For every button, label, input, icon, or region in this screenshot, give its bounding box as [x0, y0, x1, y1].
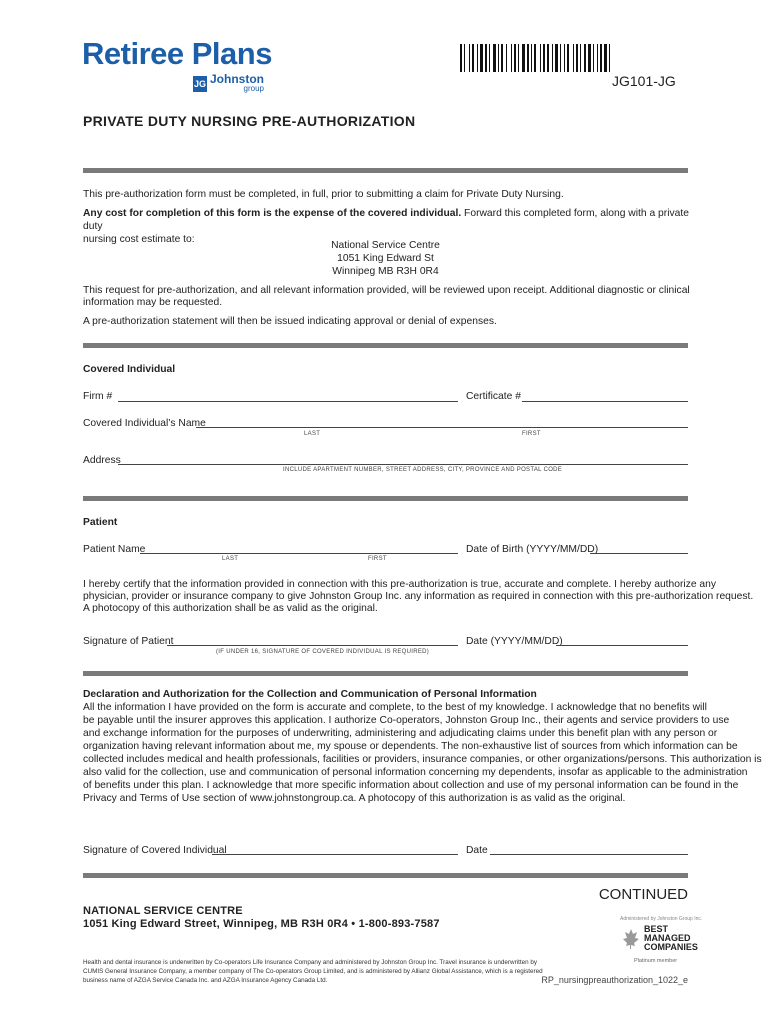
covered-signature-field[interactable]: [212, 854, 458, 855]
first-name-hint: FIRST: [522, 431, 541, 437]
certificate-label: Certificate #: [466, 391, 521, 402]
address-field[interactable]: [118, 464, 688, 465]
address-hint: INCLUDE APARTMENT NUMBER, STREET ADDRESS, CITY, PROVINCE AND POSTAL CODE: [283, 467, 563, 473]
barcode-number: JG101-JG: [612, 73, 676, 89]
statement-notice: A pre-authorization statement will then be issued indicating approval or denial of expenses.: [83, 316, 497, 327]
firm-label: Firm #: [83, 391, 113, 402]
covered-date-label: Date: [466, 845, 488, 856]
declaration-line: be payable until the insurer approves this application. I authorize Co-operators, Johnston Group Inc., their agents and service providers to use: [83, 715, 730, 726]
johnston-group-logo: [193, 72, 264, 93]
review-notice: This request for pre-authorization, and all relevant information provided, will be reviewed upon receipt. Additional diagnostic or clinical: [83, 285, 690, 296]
section-divider: [83, 343, 688, 348]
covered-name-label: Covered Individual’s Name: [83, 418, 206, 429]
patient-name-field[interactable]: [140, 553, 458, 554]
certify-text: I hereby certify that the information provided in connection with this pre-authorization is true, accurate and complete. I hereby authorize any: [83, 579, 717, 590]
mailing-address-line: 1051 King Edward St: [337, 253, 434, 264]
intro-cost-rest: Forward this completed form, along with a private duty: [83, 208, 689, 232]
certify-text: physician, provider or insurance company to give Johnston Group Inc. any information as required in connection with this pre-authorization request.: [83, 591, 754, 602]
jg-logo-icon: JG: [193, 76, 207, 92]
patient-date-field[interactable]: [556, 645, 688, 646]
mailing-address-line: Winnipeg MB R3H 0R4: [332, 266, 439, 277]
declaration-line: and exchange information for the purposes of underwriting, administering and adjudicating claims under this benefit plan with any person or: [83, 728, 718, 739]
section-divider: [83, 671, 688, 676]
covered-signature-label: Signature of Covered Individual: [83, 845, 227, 856]
fine-print: Health and dental insurance is underwritten by Co-operators Life Insurance Company and administered by Johnston Group Inc. Travel insurance is underwritten by: [83, 959, 537, 966]
signature-hint: (IF UNDER 16, SIGNATURE OF COVERED INDIVIDUAL IS REQUIRED): [216, 649, 430, 655]
patient-signature-label: Signature of Patient: [83, 636, 174, 647]
patient-signature-field[interactable]: [167, 645, 458, 646]
section-divider: [83, 873, 688, 878]
continued-label: CONTINUED: [598, 886, 688, 903]
mailing-address-line: National Service Centre: [331, 240, 440, 251]
retiree-plans-logo: Retiree Plans: [82, 36, 272, 71]
patient-date-label: Date (YYYY/MM/DD): [466, 636, 563, 647]
best-managed-admin-text: Administered by Johnston Group Inc.: [620, 916, 703, 922]
best-managed-logo: [622, 925, 698, 952]
centre-address: 1051 King Edward Street, Winnipeg, MB R3H 0R4 • 1-800-893-7587: [83, 918, 440, 930]
best-managed-line: COMPANIES: [644, 942, 698, 952]
declaration-line: organization having relevant information about me, my spouse or dependents. The non-exhaustive list of sources from which information can be: [83, 741, 738, 752]
covered-individual-heading: Covered Individual: [83, 364, 176, 375]
declaration-line: Privacy and Terms of Use section of www.johnstongroup.ca. A photocopy of this authorization is as valid as the original.: [83, 793, 626, 804]
form-title: PRIVATE DUTY NURSING PRE-AUTHORIZATION: [83, 113, 416, 129]
declaration-line: All the information I have provided on the form is accurate and complete, to the best of my knowledge. I acknowledge that no benefits will: [83, 702, 707, 713]
section-divider: [83, 496, 688, 501]
centre-title: NATIONAL SERVICE CENTRE: [83, 905, 243, 917]
firm-field[interactable]: [118, 401, 458, 402]
intro-cost-bold: Any cost for completion of this form is the expense of the covered individual.: [83, 208, 462, 219]
johnston-logo-name: Johnston: [210, 72, 264, 86]
last-name-hint: LAST: [304, 431, 321, 437]
first-name-hint: FIRST: [368, 556, 387, 562]
address-label: Address: [83, 455, 121, 466]
declaration-line: collected includes medical and health professionals, facilities or providers, insurance companies, or other organizations/persons. This authorization is: [83, 754, 762, 765]
barcode-icon: [460, 44, 690, 72]
fine-print: CUMIS General Insurance Company, a member company of The Co-operators Group Limited, and is administered by Allianz Global Assistance, which is a registered: [83, 968, 543, 975]
intro-line: This pre-authorization form must be completed, in full, prior to submitting a claim for Private Duty Nursing.: [83, 189, 564, 200]
certify-text: A photocopy of this authorization shall be as valid as the original.: [83, 603, 378, 614]
johnston-logo-group: group: [243, 84, 264, 93]
best-managed-line: BEST: [644, 924, 669, 934]
declaration-line: of benefits under this plan. I acknowledge that more specific information about collection and use of my personal information can be found in the: [83, 780, 739, 791]
review-notice-2: information may be requested.: [83, 297, 223, 308]
covered-date-field[interactable]: [490, 854, 688, 855]
platinum-member-text: Platinum member: [634, 958, 678, 964]
patient-name-label: Patient Name: [83, 544, 146, 555]
declaration-heading: Declaration and Authorization for the Collection and Communication of Personal Information: [83, 689, 537, 700]
intro-cost-rest-2: nursing cost estimate to:: [83, 234, 195, 245]
section-divider: [83, 168, 688, 173]
maple-leaf-icon: [622, 928, 640, 950]
certificate-field[interactable]: [522, 401, 688, 402]
best-managed-line: MANAGED: [644, 933, 691, 943]
document-code: RP_nursingpreauthorization_1022_e: [541, 975, 688, 985]
dob-label: Date of Birth (YYYY/MM/DD): [466, 544, 599, 555]
dob-field[interactable]: [590, 553, 688, 554]
last-name-hint: LAST: [222, 556, 239, 562]
patient-heading: Patient: [83, 517, 118, 528]
fine-print: business name of AZGA Service Canada Inc. and AZGA Insurance Agency Canada Ltd.: [83, 977, 328, 984]
declaration-line: also valid for the collection, use and communication of personal information concerning my dependents, insofar as applicable to the administration: [83, 767, 748, 778]
covered-name-field[interactable]: [196, 427, 688, 428]
